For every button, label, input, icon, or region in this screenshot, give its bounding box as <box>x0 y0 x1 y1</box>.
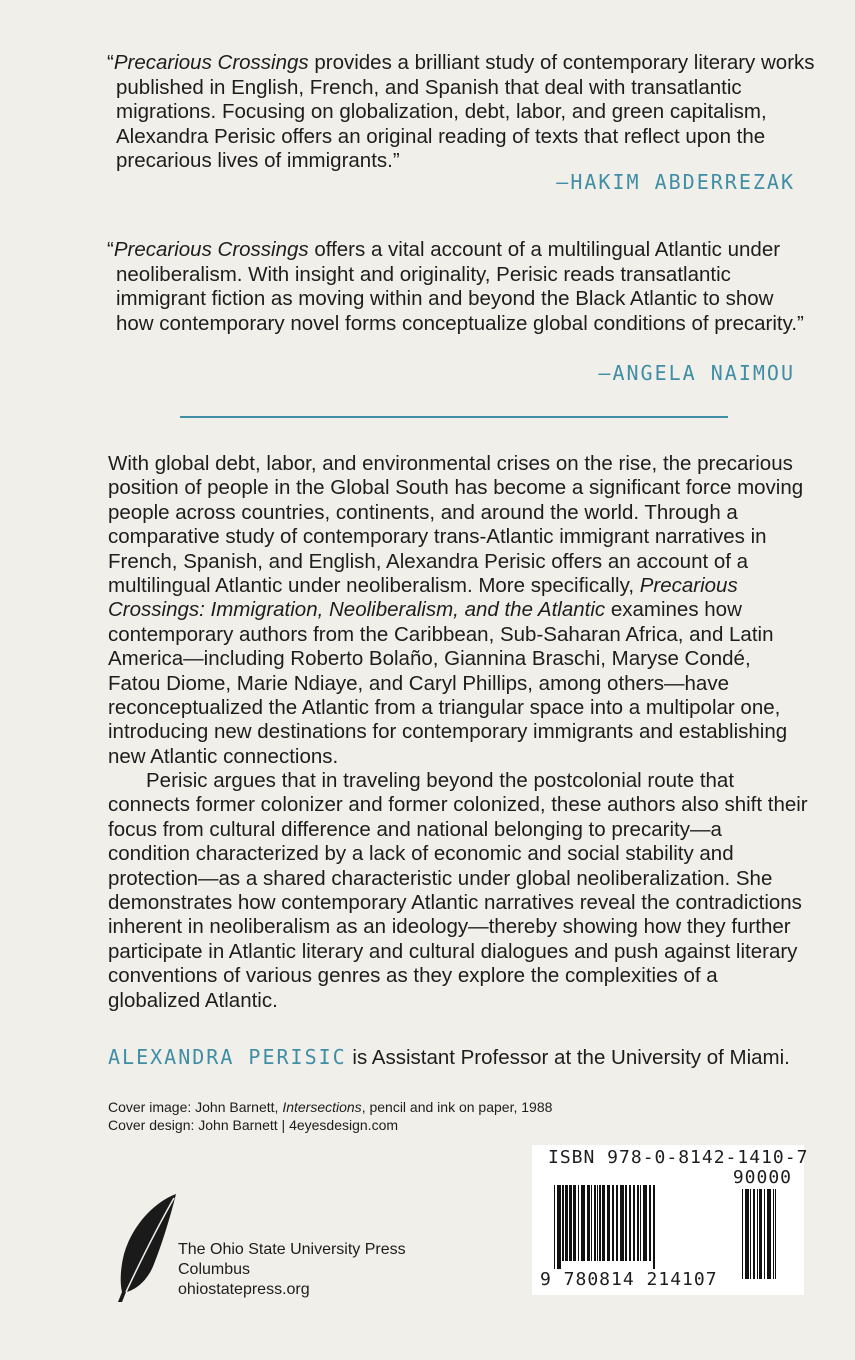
quote-1-text: provides a brilliant study of contemporary literary works published in English, French, and Spanish that deal with transatlantic migrations. Focusing on globalization, debt, labor, and green capitalism, Alexandra Perisic offers an original reading of texts that reflect upon the precarious lives of immigrants.” <box>116 51 815 173</box>
quote-1 <box>104 51 816 174</box>
barcode-bar <box>602 1185 605 1261</box>
cover-image-credit <box>108 1098 552 1116</box>
quote-2-title: Precarious Crossings <box>113 238 309 261</box>
quote-2-text: offers a vital account of a multilingual Atlantic under neoliberalism. With insight and originality, Perisic reads transatlantic immigrant fiction as moving within and beyond the Black Atlantic to show how contemporary novel forms conceptualize global conditions of precarity.” <box>116 238 804 335</box>
barcode-bar <box>554 1185 555 1269</box>
quote-1-title: Precarious Crossings <box>113 51 309 74</box>
barcode-bar <box>578 1185 579 1261</box>
barcode-bar <box>616 1185 618 1261</box>
barcode-bar <box>643 1185 647 1261</box>
barcode-bar <box>640 1185 641 1261</box>
ean-digits: 9 780814 214107 <box>540 1269 718 1290</box>
author-bio <box>108 1045 790 1070</box>
credit-text: , pencil and ink on paper, 1988 <box>361 1099 553 1115</box>
barcode-bar <box>591 1185 592 1261</box>
ean-barcode <box>554 1185 734 1269</box>
description-text: examines how contemporary authors from the Caribbean, Sub-Saharan Africa, and Latin America—including Roberto Bolaño, Giannina Braschi, Maryse Condé, Fatou Diome, Marie Ndiaye, and Caryl Phillips, among others—have reconceptualized the Atlantic from a triangular space into a multipolar one, introducing new destinations for contemporary immigrants and establishing new Atlantic connections. <box>108 598 788 768</box>
barcode-bar <box>620 1185 624 1261</box>
barcode-bar <box>562 1185 564 1261</box>
barcode-box <box>532 1145 809 1295</box>
barcode-bar <box>557 1185 561 1269</box>
quote-2 <box>104 238 816 336</box>
quote-2-attribution: —ANGELA NAIMOU <box>598 361 795 385</box>
barcode-bar <box>573 1185 576 1261</box>
price-addon-barcode <box>742 1189 794 1287</box>
barcode-bar <box>637 1185 639 1261</box>
barcode-bar <box>759 1189 762 1279</box>
isbn-text: ISBN 978-0-8142-1410-7 <box>548 1147 809 1168</box>
cover-credits <box>108 1098 552 1134</box>
barcode-bar <box>753 1189 755 1279</box>
barcode-bar <box>581 1185 585 1261</box>
publisher-url[interactable]: ohiostatepress.org <box>178 1281 310 1298</box>
barcode-bar <box>594 1185 596 1261</box>
credit-text: Cover image: John Barnett, <box>108 1099 283 1115</box>
barcode-bar <box>775 1189 776 1279</box>
barcode-bar <box>757 1189 758 1279</box>
description-paragraph-2: Perisic argues that in traveling beyond the postcolonial route that connects former colonizer and former colonized, these authors also shift their focus from cultural difference and national belonging to precarity—a condition characterized by a lack of economic and social stability and protection—as a shared characteristic under global neoliberalization. She demonstrates how contemporary Atlantic narratives reveal the contradictions inherent in neoliberalism as an ideology—thereby showing how they further participate in Atlantic literary and cultural dialogues and push against literary conventions of various genres as they explore the complexities of a globalized Atlantic. <box>108 769 808 1012</box>
author-name: ALEXANDRA PERISIC <box>108 1045 347 1069</box>
book-title: Precarious Crossings: Immigration, Neoliberalism, and the Atlantic <box>108 574 738 622</box>
open-quote: “ <box>107 238 114 261</box>
barcode-bar <box>764 1189 765 1279</box>
description-paragraph-1 <box>108 452 808 769</box>
price-code: 90000 <box>732 1167 792 1188</box>
barcode-bar <box>773 1189 774 1279</box>
description-text: With global debt, labor, and environmental crises on the rise, the precarious position of people in the Global South has become a significant force moving people across countries, continents, and around the world. Through a comparative study of contemporary trans-Atlantic immigrant narratives in French, Spanish, and English, Alexandra Perisic offers an account of a multilingual Atlantic under neoliberalism. More specifically, <box>108 452 804 598</box>
barcode-bar <box>597 1185 598 1261</box>
divider-rule <box>180 416 728 418</box>
quote-1-attribution: —HAKIM ABDERREZAK <box>556 170 795 194</box>
publisher-name: The Ohio State University Press <box>178 1241 406 1258</box>
cover-design-credit: Cover design: John Barnett | 4eyesdesign.com <box>108 1117 399 1133</box>
publisher-block <box>178 1240 406 1300</box>
barcode-bar <box>565 1185 568 1261</box>
barcode-bar <box>649 1185 651 1261</box>
barcode-bar <box>750 1189 751 1279</box>
feather-icon <box>110 1192 180 1304</box>
barcode-bar <box>653 1185 655 1269</box>
barcode-bar <box>569 1185 572 1261</box>
author-bio-text: is Assistant Professor at the University of Miami. <box>346 1046 790 1069</box>
barcode-bar <box>742 1189 743 1279</box>
publisher-city: Columbus <box>178 1261 251 1278</box>
barcode-bar <box>587 1185 590 1261</box>
barcode-bar <box>625 1185 627 1261</box>
barcode-bar <box>629 1185 631 1261</box>
open-quote: “ <box>107 51 114 74</box>
barcode-bar <box>745 1189 749 1279</box>
barcode-bar <box>767 1189 771 1279</box>
artwork-title: Intersections <box>282 1099 362 1115</box>
barcode-bar <box>633 1185 635 1261</box>
barcode-bar <box>612 1185 614 1261</box>
barcode-bar <box>607 1185 610 1261</box>
barcode-bar <box>599 1185 601 1261</box>
